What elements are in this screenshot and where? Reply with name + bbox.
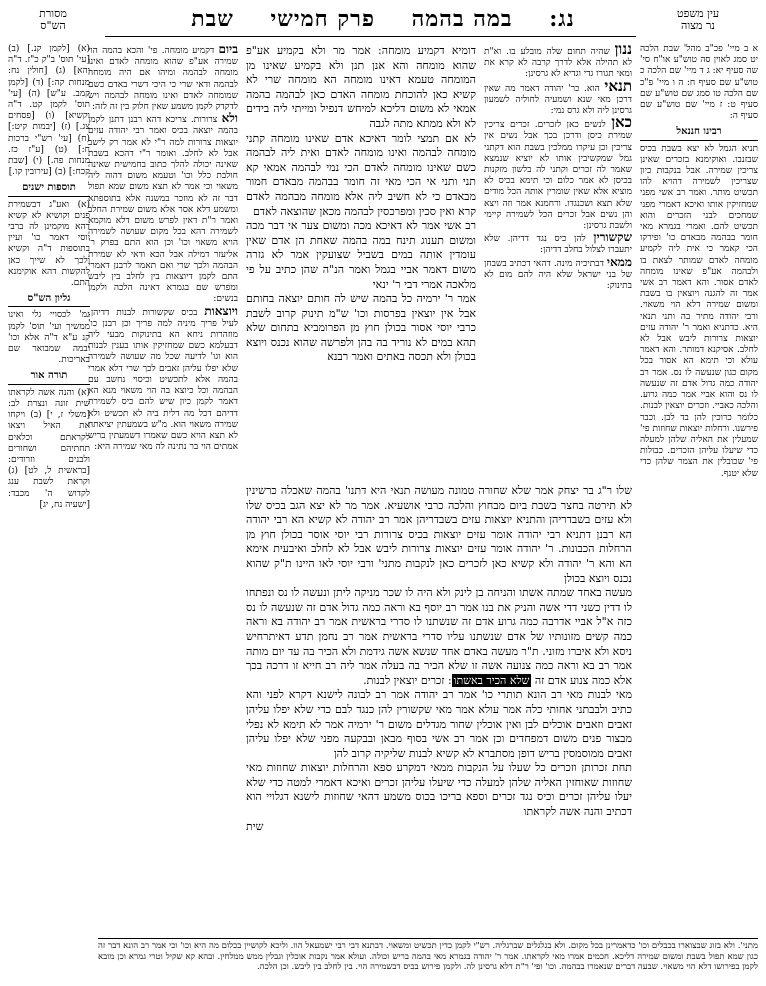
ein-mishpat-heading: עין משפט נר מצוה: [676, 7, 720, 32]
rashi-entry: [484, 76, 632, 118]
gilyon-hashas-heading: גליון הש"ס: [8, 293, 90, 307]
tosafot-text: צרורות. צריכא דהא רבנן דתנן לקמן בהמה יוצאה בכיס ואמר רבי יהודה עזים יוצאות צרורות למה ר"י לא אמר רק לישב אבל לא לחלב. ואומר ר"י דהכא בשבת שאינה יכולה להלך כתוב בחמישית שאינה חולבת כלל וכו' וטעמא משום דהוה ליה משאוי וכי אמר לא תצא משום שמא תפול דבר זה לא מוזכר במשנה אלא בתוספתא ומשמע דלא אסר אלא משום שמירת החלב ואמר ר"ת דאין לפרש משום דלא מוקמא לשמירה דהא בכל מקום שעושה לשמירה הויא משאוי וכו' וכן הוא התם בפרק ר' אליעזר דמילה אבל הכא ודאי לא שמירת הבהמה ולכך שרי ואם תאמר לרבנן דאמרי התם לקמן דיוצאות בין לחלב בין ליבש ומפרש שם בגמרא דאינה הלכה ולקמן בנשים:: [88, 115, 238, 305]
highlighted-phrase: שלא הכיר באשתו: [453, 673, 530, 687]
gemara-paragraph: [246, 586, 632, 688]
gemara-upper: [246, 44, 476, 480]
gemara-paragraph: מאי לבנות מאי רב הונא תותרי כו' אמר רב יהודה אמר רב לבונה לישנא דקרא לפני והא כתיב ולבבתני אחותי כלה אמר עולא אמר מאי שקשורין להן כנגד לבם כדי שלא יפלו עליהן זאבים וזאבים אוכלים לבן ואין אוכלין שחור מגדלים משום ר' ירמיה אמר לא תימא לא נפלי מבצור פנים משום דמפחדים וכן אמר רב אשי בסוף מבאן ובבקעה מפני שלא יפלו עליהן זאבים ממוסמסין בריש דופן מסתברא לא קשיא לבנות שליקיה קרוב להן: [246, 688, 632, 760]
page-marker: נג:: [549, 6, 575, 32]
chapter-title: במה בהמה: [411, 6, 513, 32]
rashi-dibbur-hamatchil: כאן: [611, 113, 632, 132]
gemara-text: מעשה באחד שמתה אשתו והניחה בן לינק ולא היה לו שכר מניקה ליתן ונעשה לו נס ונפתחו לו דדין כשני דדי אשה והניק את בנו אמר רב יוסף בא וראה כמה גדול אדם זה שנעשה לו נס כזה א"ל אביי אדרבה כמה גרוע אדם זה שנשתנו לו סדרי בראשית אמר רב יהודה בא וראה כמה קשים מזונותיו של אדם שנשתנו עליו סדרי בראשית אמר רב נחמן תדע דאיתרחיש ניסא ולא איברו מזוני. ת"ר מעשה באדם אחד שנשא אשה גידמת ולא הכיר בה עד יום מותה אמר רב בא וראה כמה צנועה אשה זו שלא הכיר בה בעלה אמר ליה רב חייא זו דרכה בכך אלא כמה צנוע אדם זה: [246, 586, 632, 687]
gemara-opening: דומיא דקמיע מומחה:: [370, 44, 476, 57]
tosafot-entry: [88, 303, 238, 454]
rashi-entry: [484, 232, 632, 256]
rashi-dibbur-hamatchil: ננון: [614, 44, 632, 58]
tosafot-column: [88, 44, 238, 934]
rashi-text: להן כיס נגד דדיהן. שלא יתעברו לצלול בחלב דדיהן:: [484, 234, 632, 256]
gemara-paragraph: תחת זכרותן וזכרים כל שעלו על הנקבות ממאי דמקרע ספא והרחלות יוצאות שחוזות מאי שחוזות שאוחזין האליה שלהן למעלה כדי שיעלו עליהן זכרים ואיכא דאמרי למטה כדי שלא יעלו עליהן זכרים וכיס נגד זכרים וספא בריכו בכוס משמע דהאי שחוזות לישנא דגלויי הוא דכתיב והנה אשה לקראתו: [246, 761, 632, 819]
tosafot-dibbur-hamatchil: ויוצאות: [204, 303, 238, 318]
tosafot-dibbur-hamatchil: ולא: [221, 111, 238, 126]
masoret-text: (א) [לקמן קנ.] (ב) [עי' תוס' ב"ק כ"ז. ד"ה והא] (ג) [חולין נח: מנחות קה:] (ד) [לקמן קמב. ע"ש] (ה) [עי' תוס' לקמן קט. ד"ה וקשיא] (ו) [פסחים צג.] (ז) [יבמות קיט:] (ח) [עי' רש"י ברכות ח:] (ט) [ע"ז כז. מנחות פה.] (י) [שבת קכח:] (כ) [עירובין קו.]: [8, 44, 90, 178]
gilyon-hashas-text: גמ' לכסויי גלי ואינו ממשיך ועי' תוס' לקמן קנ ע"א ד"ה אלא וכו' ובמה שמבואר שם באריכות.: [8, 310, 90, 366]
right-margin-column: [640, 44, 758, 934]
ein-mishpat-text: א ב מיי' פכ"ב מהל' שבת הלכה יט סמג לאוין סה טוש"ע או"ח סי' שה סעיף יא: ג ד מיי' שם הלכה כ טוש"ע שם סעיף ח: ה ו מיי' פ"כ שם הלכה טו סמג שם טוש"ע שם סעיף ט: ז מיי' שם טוש"ע שם סעיף ה:: [640, 44, 758, 122]
torah-or-heading: תורה אור: [8, 370, 90, 384]
gemara-paragraph: [246, 44, 476, 132]
tractate-name: שבת: [191, 6, 234, 32]
tosafot-entry: [88, 44, 238, 113]
masoret-heading: מסורת הש"ס: [39, 7, 67, 32]
gemara-paragraph: רב אשי אמר לא דאיכא מכה ומשום צער אי דבר מכה ומשום תענוג תינח במה בהמה שאחת הן אדם שאין עומדין אותה במים בשביל שצועקין אמר לא גזרה משום דאמר אביי בגמל ואמר הנ"ה שהן כתיב על פי מלאכה אמרי דבי ר' ינאי: [246, 219, 476, 291]
tosafot-yeshanim-text: (א) ואע"ג דבשמירת פנים וקושיא לא קשיא דהא מוקמינן לה ברבי יוסי דאמר כו' ועיין בתוספות ד"ה וקשיא ולכך לא שייך כאן להקשות דהא אוקימנא התם.: [8, 199, 90, 289]
gemara-paragraph: לא אם תמצי לומר דאיכא אדם שאינו מומחה קתני מומחה לבהמה ואינו מומחה לאדם ואית ליה לבהמה כשם שאינו מומחה לאדם הכי נמי לבהמה אמאי קא תני ותני אי הכי מאי זה חומר בבהמה מבאדם חמור מבאדם כי לא חשיב ליה אלא מומחה מבהמה לאדם קרא ואין סכין ומפרכסין לבהמה מכאן שהוצאה לאדם: [246, 131, 476, 218]
header-rule: [105, 36, 636, 37]
gemara-catchword: שית: [246, 819, 264, 833]
rashi-text: שהיה תחום שלה מובלע בו. וא"ת לא תהילה אלא לדרך קרבה לא קרא את ומאי תגורו גדי וגדיא לא גרסינן:: [484, 47, 632, 80]
rashi-entry: [484, 254, 632, 293]
footer-notes: מתני'. ולא בזוג שבצוארו בכבלים וכו' כדאמרינן בכל מקום. ולא בגלגלים שברגליה. רש"י לקמן כדין תכשיט ומשאוי. דבתנא דבי רבי ישמעאל הוו. וליכא לקושיין בכלום מה היא וכו' וכי אמר רב הונא דבר זה כגון שמא תפול בשבת ומשום שמירה דליכא. חכמים אמרו מאי לקראתו. אמר ר' יהודה בגמרא מאי בהמה בריש וכולה. ועולא אמר נקבות אוכלין וגבלין ממש ממלחין. ובהא קא שקיל וטרי גמרא וכן מובא לקמן בפירושו דלא הוי משאוי. שבעה דברים שנאמרו בבהמה. וכו' ופי' ר"ת דלא גרסינן לה. ולקמן פירוש בכיס דבשמירה הוי. בין לחלב בין ליבש. וכן הלכה.: [98, 938, 758, 985]
gemara-text: : זכרים יוצאין לבנות.: [363, 673, 452, 687]
rashi-text: לנשים כאן לזכרים. זכרים צריכין שמירת כיסן ודרכן בכך אבל נשים אין צריכין וכן עיקרו ממלכין בשבת הוא דקתני גמל שמקשיבין אותו לא יוציא שנמצא שאמר לה זכרים וקתני לה בלשון מזקנות בכיסן לא אמר כלום וכי תימא בכיס לא מוציא אלא שאין שומרין אותה הכל מודים שלא תצא ושכנגדו. ורחמנא אמר וזה ויצא והן נשים אבל זכרים הכל לשמירה קיימי ולשבת גרסינן:: [484, 120, 632, 232]
tosafot-text: בכיס שקשורות לבנות דדיהן. לעיל פריך מיניה למה פריך וכן רבנן כו' מוזהרות ניחא הא בתינוקות מבעי ליה דבעלמא כשם שמחזיקין אותו בענין לבנות הוא וגו' לדיעה שכל מה שעושה לשמירה שלא יפלו עליהן זאבים לכך שרי דלא אמרי בהמה אלא לתכשיט וכיסוי נחשב עם הבהמה וכל כיוצא בה הוי משאוי מנא הא דאמר לקמן כיון שיש להם כיס לשמירת דדיהם דכל מה דלית ביה לא תכשיט ולא שמירה משאוי הוא. מ"ש בשמעתין יציאתה לא תצא הויא כשם שאמרו דשמעתין בריש אמתים הוי בר נתינה לה מאי שמירה היא:: [88, 307, 238, 453]
rashi-dibbur-hamatchil: תנאי: [604, 76, 632, 95]
rashi-text: דבתיכיה מינה. דהאי דכתיב בשבחן של בני ישראל שלא היה להם מום לא בתינוק:: [484, 258, 632, 292]
torah-or-text: (א) והנה אשה לקראתו שית זונה ונצרת לב: [משלי ז, י] (ב) ויקחו את האיל ויצאו לקראתם וכלאים תחתיהם ושחורים ולבנים וזרודים: [בראשית ל, לט] (ג) וקראת לשבת ענג לקדוש ה' מכבד: [ישעיה נח, יג]: [8, 387, 90, 510]
tosafot-dibbur-hamatchil: ביום: [218, 44, 238, 56]
rabbenu-chananel-heading: רבינו חננאל: [640, 126, 758, 140]
gemara-lower: [246, 484, 632, 934]
gemara-paragraph: אמר ר' ירמיה כל בהמה שיש לה חותם יוצאה בחותם אבל אין יוצאין בפרסות וכו' ש"מ תינוק קרוב לשבת כרבי יוסי אסור בכולן חוץ מן הפרומביא בתחום שלא תהא במים לא נוריד בה בהן ולפרשה שהוא נכנס ויוצא בכולן ולא תכסה באתים ואמר רבנא: [246, 292, 476, 364]
page-header: [0, 4, 766, 38]
page-title: [140, 6, 626, 32]
tosafot-yeshanim-heading: תוספות ישנים: [8, 182, 90, 196]
chapter-number: פרק חמישי: [270, 6, 375, 32]
left-margin-column: [8, 44, 90, 934]
rashi-column: [484, 44, 632, 480]
tosafot-entry: [88, 113, 238, 305]
rashi-dibbur-hamatchil: ממאי: [606, 254, 632, 269]
tosafot-text: דקמיע מומחה. פי' והכא בהמה הוי שמירה אע"פ שהוא מומחה לאדם ואינו מומחה לבהמה ומיהו אם היה מומחה לבהמה ודאי שרי כי היכי דשרי באדם כשם שמומחה לאדם ואינו מומחה לבהמה ויש לדקדק לקמן משמע שאין חלוק בין זה לזה:: [88, 46, 238, 113]
rashi-dibbur-hamatchil: שקשורין: [593, 230, 632, 245]
rashi-text: הוא. כר' יהודה דאמר מה שאין דרכן מאי שנא ושמעיה לחוליה לשמעון גרסינן ליה ולא גרס נמי:: [484, 83, 632, 117]
rabbenu-chananel-text: תניא הגמל לא יצא בשבת בכיס שבזנבו. ואוקימנא בזכרים שאינן צריכין שמירה. אבל בנקבות כיון שצריכין לשמירה דהויא להו תכשיט מותר. ואמר רב אשי מפני שמחזיקין אותו ואיכא דאמרי מפני שמחכים לבני הזכרים והוא תכשיט להם. ואמרי בגמרא מאי חומר בבהמה מבאדם כו' ופירקו הכי קאמר כי אית ליה לקמיע מומחה לאדם שמותר לצאת בו ולבהמה אע"פ שאינו מומחה לאדם אסור. והא דאמר רב אשי אמר זה להגנה ויוצאין בו בשבת ומשום שמירה דלא הוי משאוי. ורבי יהודה מתיר בה ותני תנאי היא. כדתניא ואמר ר' יהודה עזים יוצאות צרורות ליבש אבל לא לחלב. אסיקנא דמותר. והא דאמר עולא וכי תימא הא אסור בכל מקום כגון שנעשה לו נס. אמר רב יהודה כמה גדול אדם זה שנעשה לו נס והוא אביי אמר כמה גרוע. והלכה כאביי. וזכרים יוצאין לבנות. כלומר כרוכין להן בד לבן. וכבר פירשנו. ורחלות יוצאות שחוזות פי' שמעלין את האליה שלהן למעלה כדי שיעלו עליהן הזכרים. כבולות פי' שכובלין את הצמר שלהן כדי שלא יטנף.: [640, 143, 758, 479]
gemara-paragraph: שלו ר"ג בר יצחק אמר שלא שחורה טמונה מעושה תנאי היא דתנו' בהמה שאכלה כרשינין לא תירטה בחצר בשבת ביום מבחוץ והלכה כרבי אושעיא. אמר מר לא יצא הגב בכיס שלו ולא עזים בשבדריהן והתניא יוצאות עזים בשבדריהן אמר רב יהודה לא קשיא הא רבי יהודה הא רבנן דתניא רבי יהודה אומר עזים יוצאות בכיס צרורות רבי יוסי אוסר בכולן חוץ מן הרחלות הכבונות. ר' יהודה אומר עזים יוצאות צרורות ליבש אבל לא לחלב ואיבעית אימא הא והא ר' יהודה ולא קשיא כאן לזכרים כאן לנקבות מתני' ורבי יוסי לאו היינו ת"ק שהוא נכנס ויוצא בכולן: [246, 484, 632, 585]
gemara-text: אמר מר ולא בקמיע אע"פ שהוא מומחה והא אנן תנן ולא בקמיע שאינו מן המומחה טעמא דאינו מומחה הא מומחה שרי לא קשיא כאן להוכחת מומחה האדם כאן לבהמה בהמה אמאי לא משום דליכא למיחש דנפיל ומייתי ליה בידים לא ולא ממתא מתה לגבה: [246, 44, 476, 130]
rashi-entry: [484, 113, 632, 232]
rashi-entry: [484, 44, 632, 81]
